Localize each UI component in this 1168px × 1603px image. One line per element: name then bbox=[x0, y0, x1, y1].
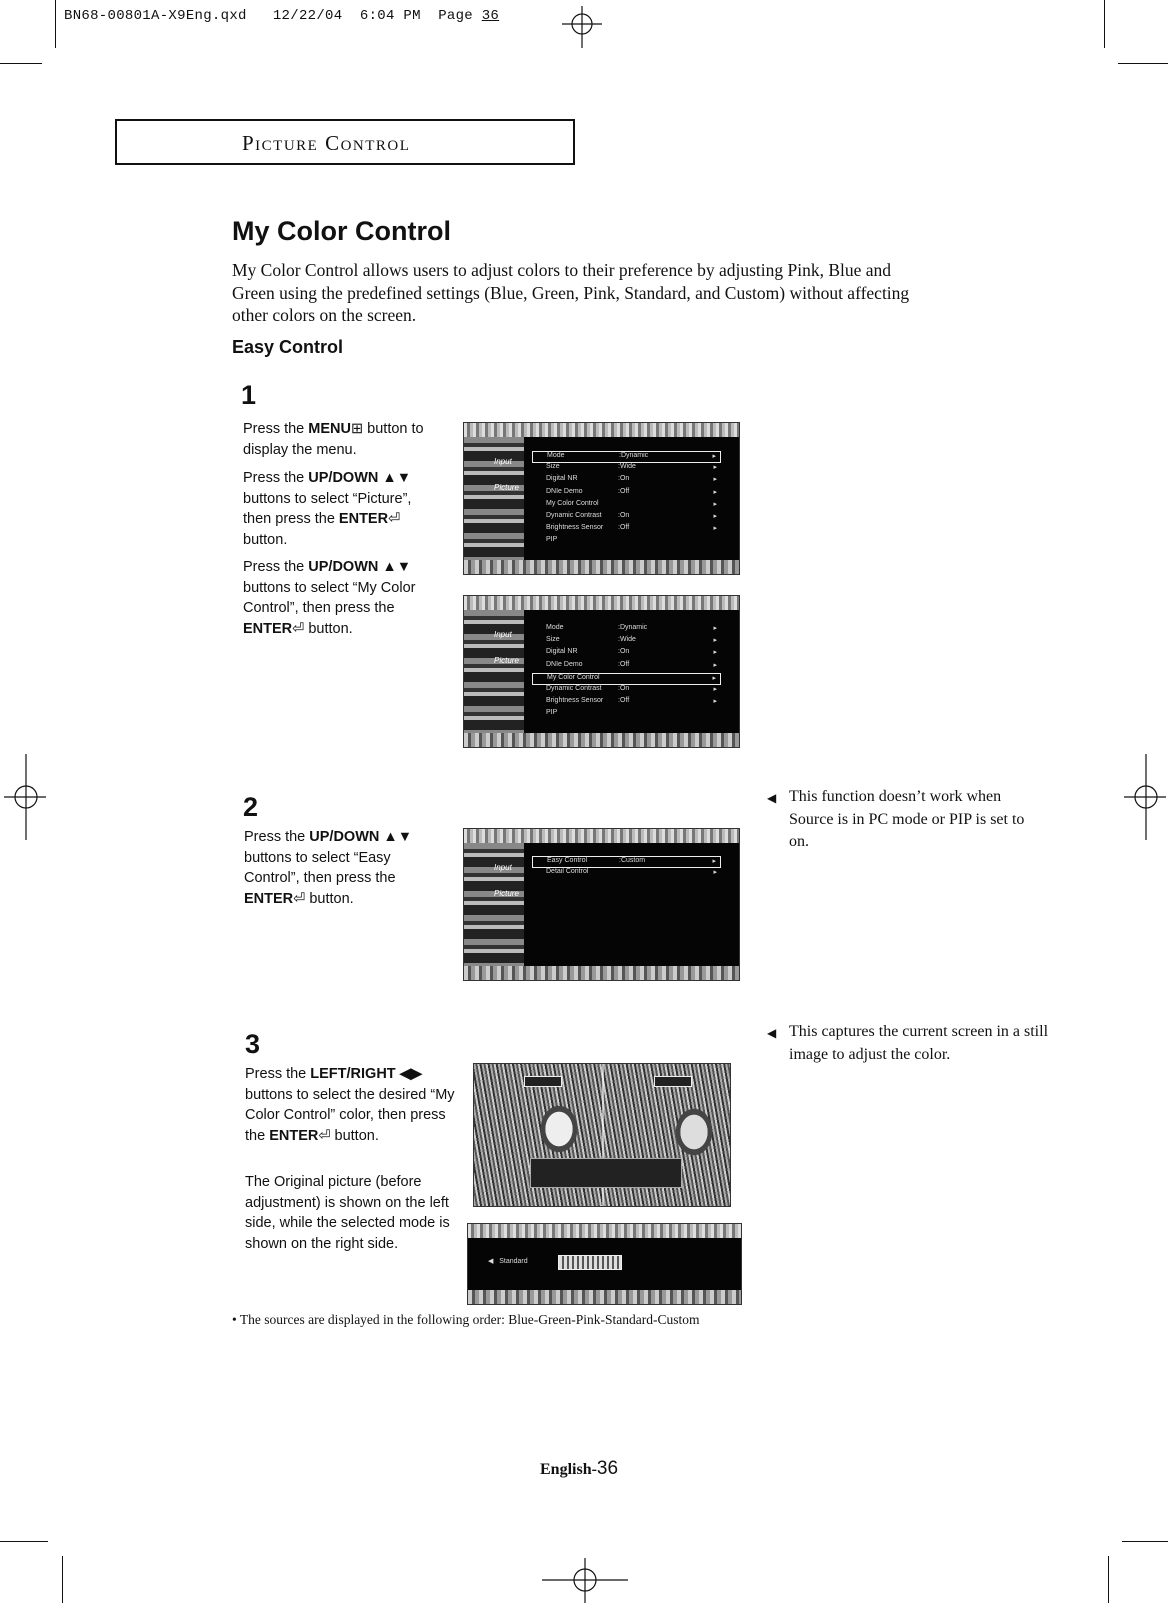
row-value: :Off bbox=[618, 660, 630, 668]
row-key: PIP bbox=[546, 709, 558, 717]
arrow-right-icon: ▸ bbox=[712, 453, 716, 460]
footer-language: English- bbox=[540, 1461, 597, 1478]
step-3-text-1 bbox=[245, 1064, 455, 1146]
row-key: My Color Control bbox=[546, 499, 599, 507]
row-key: Brightness Sensor bbox=[546, 524, 604, 532]
text: button to display the menu. bbox=[243, 421, 424, 458]
arrow-right-icon: ▸ bbox=[713, 625, 717, 632]
original-label-box bbox=[524, 1076, 562, 1087]
osd-row bbox=[532, 648, 721, 660]
osd-menu-rows bbox=[532, 856, 721, 880]
row-value: :Custom bbox=[619, 857, 646, 864]
adjust-control-bar bbox=[530, 1158, 682, 1188]
row-value: :Wide bbox=[618, 636, 636, 644]
row-value: :On bbox=[618, 511, 630, 519]
row-value: :Off bbox=[618, 524, 630, 532]
arrow-right-icon: ▸ bbox=[713, 637, 717, 645]
text: buttons to select the desired “My Color Control” color, then press the bbox=[245, 1086, 455, 1144]
crop-mark-icon bbox=[55, 0, 56, 48]
standard-label: Standard bbox=[499, 1258, 528, 1265]
step-3-number: 3 bbox=[245, 1029, 261, 1059]
osd-title-bar bbox=[464, 423, 739, 437]
row-key: Brightness Sensor bbox=[546, 697, 604, 705]
arrow-right-icon: ▸ bbox=[713, 661, 717, 669]
enter-key: ENTER bbox=[244, 890, 294, 907]
row-value: :Off bbox=[618, 487, 630, 495]
crop-mark-icon bbox=[1108, 1556, 1109, 1603]
osd-menu-rows bbox=[532, 624, 721, 722]
text: Press the bbox=[243, 470, 309, 486]
arrow-right-icon: ▸ bbox=[713, 685, 717, 693]
arrow-right-icon: ▸ bbox=[713, 476, 717, 484]
arrow-right-icon: ▸ bbox=[712, 858, 716, 865]
row-key: DNIe Demo bbox=[546, 487, 583, 495]
crop-mark-icon bbox=[1104, 0, 1105, 48]
text: buttons to select “Picture”, then press the bbox=[243, 490, 412, 527]
slug-file: BN68-00801A-X9Eng.qxd bbox=[64, 8, 247, 24]
osd-row bbox=[532, 475, 721, 487]
osd-help-bar bbox=[464, 966, 739, 980]
enter-icon: ⏎ bbox=[388, 511, 401, 527]
osd-menu-rows bbox=[532, 451, 721, 549]
osd-side-picture: Picture bbox=[494, 656, 519, 665]
text: button. bbox=[330, 1127, 379, 1144]
selected-mode-box bbox=[558, 1255, 622, 1270]
crop-mark-icon bbox=[0, 1541, 48, 1542]
osd-row bbox=[532, 451, 721, 463]
osd-side-input: Input bbox=[494, 630, 512, 639]
intro-paragraph: My Color Control allows users to adjust colors to their preference by adjusting Pink, Blue and Green using the predefined settings (Blue, Green, Pink, Standard, and Custom) without affecting other colors on the screen. bbox=[232, 260, 910, 325]
menu-icon: ⊞ bbox=[350, 421, 364, 437]
osd-row bbox=[532, 624, 721, 636]
row-key: PIP bbox=[546, 536, 558, 544]
registration-target-icon bbox=[540, 1556, 630, 1603]
row-value: :Dynamic bbox=[619, 452, 649, 459]
crop-mark-icon bbox=[0, 63, 42, 64]
still-image-comparison bbox=[473, 1063, 731, 1207]
osd-side-picture: Picture bbox=[494, 889, 519, 898]
osd-title-bar bbox=[464, 829, 739, 843]
osd-title-bar bbox=[468, 1224, 741, 1238]
osd-easy-control-bar bbox=[467, 1223, 742, 1305]
row-value: :Dynamic bbox=[618, 624, 648, 631]
page-title: My Color Control bbox=[232, 216, 451, 246]
row-value: :On bbox=[618, 475, 630, 483]
slug-page-label: Page bbox=[438, 8, 474, 24]
footer-page-number: 36 bbox=[596, 1458, 619, 1479]
page-footer bbox=[540, 1458, 618, 1480]
text: buttons to select “Easy Control”, then press the bbox=[244, 849, 396, 886]
osd-side-input: Input bbox=[494, 863, 512, 872]
enter-key: ENTER bbox=[338, 511, 389, 527]
osd-title-bar bbox=[464, 596, 739, 610]
subheading: Easy Control bbox=[232, 337, 344, 357]
text: Press the bbox=[244, 829, 310, 845]
osd-row bbox=[532, 512, 721, 524]
text: button. bbox=[243, 531, 288, 548]
updown-key: UP/DOWN ▲▼ bbox=[308, 470, 412, 486]
arrow-right-icon: ▸ bbox=[712, 674, 716, 682]
crop-mark-icon bbox=[1122, 1541, 1168, 1542]
osd-row bbox=[532, 868, 721, 880]
osd-side-picture: Picture bbox=[494, 483, 519, 492]
row-key: Detail Control bbox=[546, 868, 589, 876]
row-key: Dynamic Contrast bbox=[546, 684, 602, 692]
arrow-right-icon: ▸ bbox=[713, 512, 717, 520]
section-header bbox=[115, 119, 575, 165]
enter-key: ENTER bbox=[243, 620, 293, 637]
arrow-right-icon: ▸ bbox=[713, 869, 717, 877]
osd-row bbox=[532, 488, 721, 500]
menu-key: MENU bbox=[308, 421, 351, 437]
arrow-right-icon: ▸ bbox=[713, 500, 717, 508]
enter-key: ENTER bbox=[269, 1127, 319, 1144]
row-value: :Wide bbox=[618, 463, 636, 471]
osd-row bbox=[532, 685, 721, 697]
osd-row bbox=[532, 536, 721, 548]
note-text: This function doesn’t work when Source is in PC mode or PIP is set to on. bbox=[789, 788, 1025, 850]
osd-help-bar bbox=[468, 1290, 741, 1304]
slug-date: 12/22/04 bbox=[272, 8, 343, 24]
row-key: Digital NR bbox=[546, 475, 578, 483]
osd-sidebar bbox=[464, 843, 524, 966]
osd-row bbox=[532, 709, 721, 721]
enter-icon: ⏎ bbox=[293, 890, 306, 907]
osd-row bbox=[532, 524, 721, 536]
text: Press the bbox=[243, 559, 309, 575]
arrow-left-icon: ◀ bbox=[488, 1258, 494, 1265]
arrow-right-icon: ▸ bbox=[713, 525, 717, 533]
text: button. bbox=[305, 890, 354, 907]
crop-mark-icon bbox=[1118, 63, 1168, 64]
row-key: Dynamic Contrast bbox=[546, 511, 602, 519]
step-3-text-2: The Original picture (before adjustment) is shown on the left side, while the selected mode is shown on the right side. bbox=[245, 1174, 450, 1252]
step-1-text-2 bbox=[243, 468, 443, 550]
step-2-note bbox=[767, 786, 1029, 854]
osd-help-bar bbox=[464, 560, 739, 574]
arrow-right-icon: ▸ bbox=[713, 649, 717, 657]
osd-row bbox=[532, 500, 721, 512]
osd-standard-row bbox=[488, 1257, 528, 1265]
osd-help-bar bbox=[464, 733, 739, 747]
row-key: DNIe Demo bbox=[546, 660, 583, 668]
triangle-bullet-icon: ◀ bbox=[767, 1026, 777, 1040]
osd-row bbox=[532, 856, 721, 868]
osd-row bbox=[532, 661, 721, 673]
text: buttons to select “My Color Control”, then press the bbox=[243, 579, 416, 616]
arrow-right-icon: ▸ bbox=[713, 488, 717, 496]
osd-row bbox=[532, 697, 721, 709]
osd-row bbox=[532, 463, 721, 475]
text: button. bbox=[304, 620, 353, 637]
row-key: Digital NR bbox=[546, 648, 578, 656]
footnote: • The sources are displayed in the following order: Blue-Green-Pink-Standard-Custom bbox=[232, 1312, 700, 1327]
step-1-number: 1 bbox=[241, 380, 257, 410]
updown-key: UP/DOWN ▲▼ bbox=[308, 559, 412, 575]
registration-target-icon bbox=[1122, 752, 1168, 842]
crop-mark-icon bbox=[62, 1556, 63, 1603]
registration-target-icon bbox=[0, 752, 46, 842]
triangle-bullet-icon: ◀ bbox=[767, 791, 777, 805]
slug-line bbox=[64, 8, 499, 24]
osd-sidebar bbox=[464, 437, 524, 560]
row-key: Easy Control bbox=[547, 857, 588, 864]
arrow-right-icon: ▸ bbox=[713, 698, 717, 706]
text: Press the bbox=[243, 421, 309, 437]
osd-sidebar bbox=[464, 610, 524, 733]
osd-row bbox=[532, 673, 721, 685]
note-text: This captures the current screen in a still image to adjust the color. bbox=[789, 1023, 1049, 1063]
step-3-note bbox=[767, 1021, 1049, 1066]
osd-picture-menu-1 bbox=[463, 422, 740, 575]
registration-target-icon bbox=[560, 4, 604, 50]
leftright-key: LEFT/RIGHT ◀▶ bbox=[310, 1066, 422, 1082]
row-key: My Color Control bbox=[547, 673, 600, 681]
osd-side-input: Input bbox=[494, 457, 512, 466]
enter-icon: ⏎ bbox=[292, 620, 305, 637]
row-key: Size bbox=[546, 463, 560, 471]
osd-picture-menu-2 bbox=[463, 595, 740, 748]
row-key: Mode bbox=[547, 452, 565, 459]
selected-label-box bbox=[654, 1076, 692, 1087]
step-2-number: 2 bbox=[243, 792, 259, 822]
step-1-text-3 bbox=[243, 557, 453, 639]
row-key: Mode bbox=[546, 624, 564, 631]
row-value: :On bbox=[618, 684, 630, 692]
step-1-text-1 bbox=[243, 419, 443, 460]
row-value: :Off bbox=[618, 697, 630, 705]
updown-key: UP/DOWN ▲▼ bbox=[309, 829, 413, 845]
row-key: Size bbox=[546, 636, 560, 644]
step-2-text-1 bbox=[244, 827, 449, 909]
arrow-right-icon: ▸ bbox=[713, 464, 717, 472]
osd-row bbox=[532, 636, 721, 648]
row-value: :On bbox=[618, 648, 630, 656]
enter-icon: ⏎ bbox=[318, 1127, 331, 1144]
slug-page-number: 36 bbox=[481, 8, 500, 24]
slug-time: 6:04 PM bbox=[359, 8, 421, 24]
osd-my-color-control-menu bbox=[463, 828, 740, 981]
text: Press the bbox=[245, 1066, 311, 1082]
section-title: Picture Control bbox=[242, 131, 411, 155]
